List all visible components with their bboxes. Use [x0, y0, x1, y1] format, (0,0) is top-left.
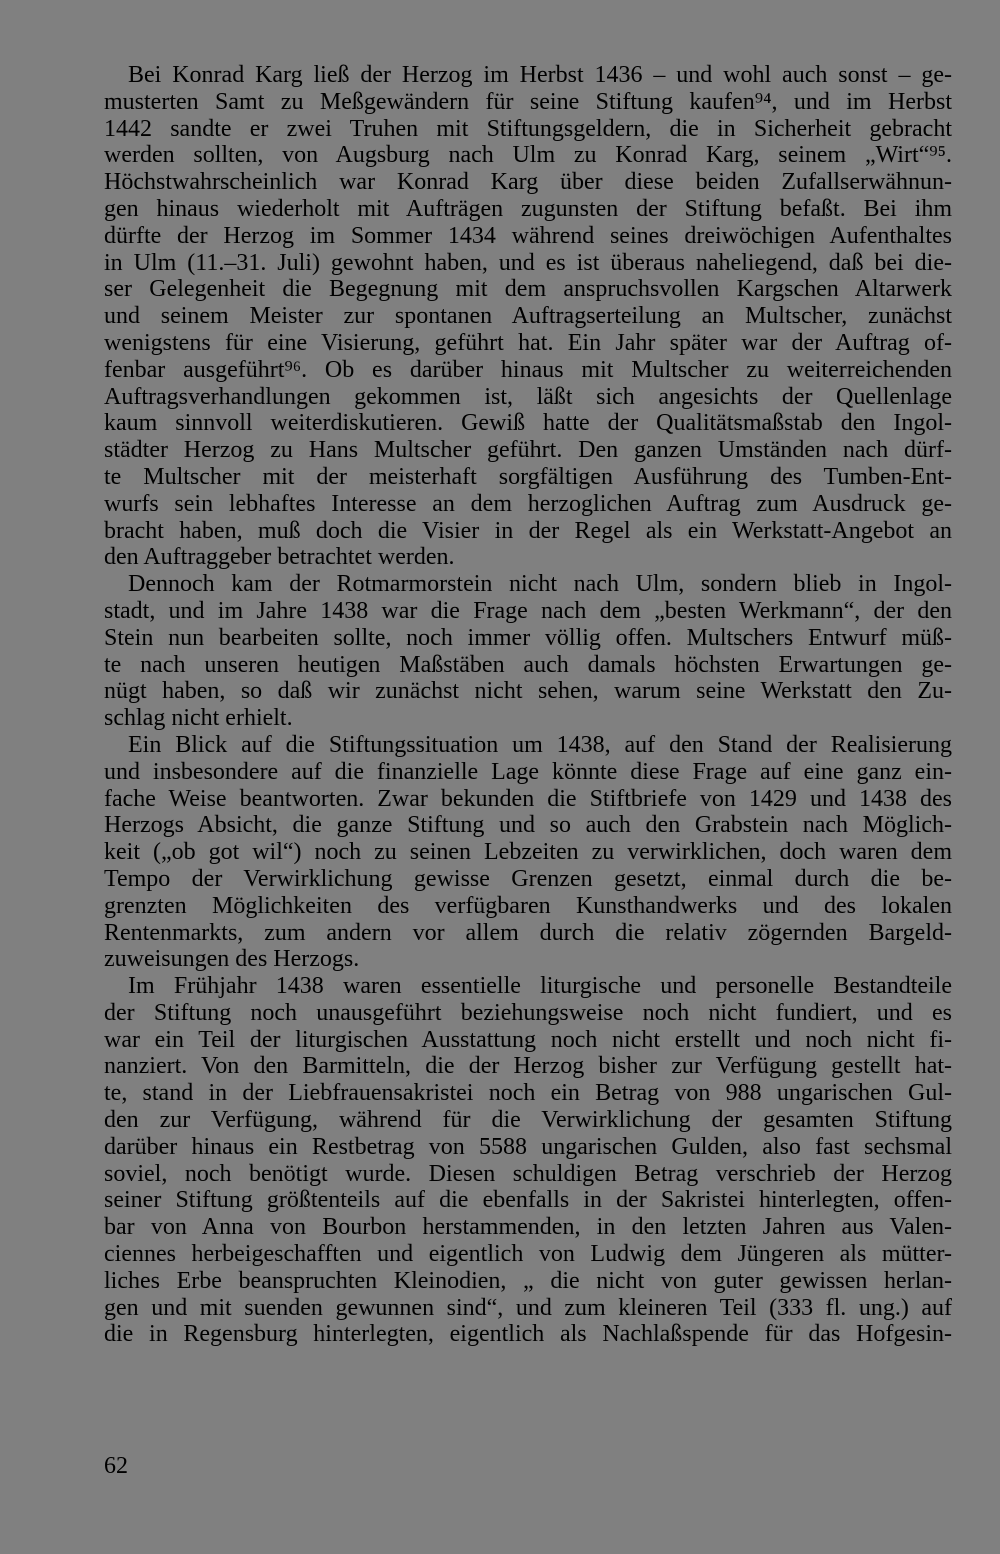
- text-line: stadt, und im Jahre 1438 war die Frage nach dem „besten Werkmann“, der den: [104, 597, 952, 624]
- text-line: te, stand in der Liebfrauensakristei noch ein Betrag von 988 ungarischen Gul-: [104, 1080, 952, 1107]
- text-line: te nach unseren heutigen Maßstäben auch damals höchsten Erwartungen ge-: [104, 651, 952, 678]
- text-line: te Multscher mit der meisterhaft sorgfältigen Ausführung des Tumben-Ent-: [104, 463, 952, 490]
- text-line: bar von Anna von Bourbon herstammenden, in den letzten Jahren aus Valen-: [104, 1214, 952, 1241]
- text-line: seiner Stiftung größtenteils auf die ebenfalls in der Sakristei hinterlegten, offen-: [104, 1187, 952, 1214]
- body-text: [104, 62, 952, 1348]
- text-line: fenbar ausgeführt⁹⁶. Ob es darüber hinaus mit Multscher zu weiterreichenden: [104, 356, 952, 383]
- text-line: den Auftraggeber betrachtet werden.: [104, 544, 455, 571]
- page-number: 62: [104, 1453, 128, 1479]
- text-line: städter Herzog zu Hans Multscher geführt. Den ganzen Umständen nach dürf-: [104, 437, 952, 464]
- text-line: soviel, noch benötigt wurde. Diesen schuldigen Betrag verschrieb der Herzog: [104, 1160, 952, 1187]
- text-line: und seinem Meister zur spontanen Auftragserteilung an Multscher, zunächst: [104, 303, 952, 330]
- text-line: ciennes herbeigeschafften und eigentlich von Ludwig dem Jüngeren als mütter-: [104, 1241, 952, 1268]
- text-line: ser Gelegenheit die Begegnung mit dem anspruchsvollen Kargschen Altarwerk: [104, 276, 952, 303]
- text-line: schlag nicht erhielt.: [104, 705, 293, 732]
- text-line: Dennoch kam der Rotmarmorstein nicht nach Ulm, sondern blieb in Ingol-: [128, 571, 952, 598]
- text-line: Stein nun bearbeiten sollte, noch immer völlig offen. Multschers Entwurf müß-: [104, 624, 952, 651]
- text-line: wurfs sein lebhaftes Interesse an dem herzoglichen Auftrag zum Ausdruck ge-: [104, 490, 952, 517]
- text-line: keit („ob got wil“) noch zu seinen Lebzeiten zu verwirklichen, doch waren dem: [104, 839, 952, 866]
- text-line: gen und mit suenden gewunnen sind“, und zum kleineren Teil (333 fl. ung.) auf: [104, 1294, 952, 1321]
- text-line: in Ulm (11.–31. Juli) gewohnt haben, und es ist überaus naheliegend, daß bei die-: [104, 249, 952, 276]
- text-line: Auftragsverhandlungen gekommen ist, läßt sich angesichts der Quellenlage: [104, 383, 952, 410]
- text-line: und insbesondere auf die finanzielle Lage könnte diese Frage auf eine ganz ein-: [104, 758, 952, 785]
- text-line: Im Frühjahr 1438 waren essentielle liturgische und personelle Bestandteile: [128, 973, 952, 1000]
- text-line: darüber hinaus ein Restbetrag von 5588 ungarischen Gulden, also fast sechsmal: [104, 1133, 952, 1160]
- text-line: 1442 sandte er zwei Truhen mit Stiftungsgeldern, die in Sicherheit gebracht: [104, 115, 952, 142]
- text-line: Herzogs Absicht, die ganze Stiftung und so auch den Grabstein nach Möglich-: [104, 812, 952, 839]
- text-line: musterten Samt zu Meßgewändern für seine Stiftung kaufen⁹⁴, und im Herbst: [104, 88, 952, 115]
- text-line: dürfte der Herzog im Sommer 1434 während seines dreiwöchigen Aufenthaltes: [104, 222, 952, 249]
- text-line: den zur Verfügung, während für die Verwirklichung der gesamten Stiftung: [104, 1107, 952, 1134]
- text-line: der Stiftung noch unausgeführt beziehungsweise noch nicht fundiert, und es: [104, 999, 952, 1026]
- text-line: gen hinaus wiederholt mit Aufträgen zugunsten der Stiftung befaßt. Bei ihm: [104, 195, 952, 222]
- text-line: Höchstwahrscheinlich war Konrad Karg über diese beiden Zufallserwähnun-: [104, 169, 952, 196]
- text-line: Ein Blick auf die Stiftungssituation um 1438, auf den Stand der Realisierung: [128, 731, 952, 758]
- text-line: bracht haben, muß doch die Visier in der Regel als ein Werkstatt-Angebot an: [104, 517, 952, 544]
- text-line: die in Regensburg hinterlegten, eigentlich als Nachlaßspende für das Hofgesin-: [104, 1321, 952, 1348]
- text-line: war ein Teil der liturgischen Ausstattung noch nicht erstellt und noch nicht fi-: [104, 1026, 952, 1053]
- text-line: kaum sinnvoll weiterdiskutieren. Gewiß hatte der Qualitätsmaßstab den Ingol-: [104, 410, 952, 437]
- text-line: nanziert. Von den Barmitteln, die der Herzog bisher zur Verfügung gestellt hat-: [104, 1053, 952, 1080]
- text-line: fache Weise beantworten. Zwar bekunden die Stiftbriefe von 1429 und 1438 des: [104, 785, 952, 812]
- text-line: liches Erbe beanspruchten Kleinodien, „ die nicht von guter gewissen herlan-: [104, 1267, 952, 1294]
- text-line: zuweisungen des Herzogs.: [104, 946, 360, 973]
- text-line: Rentenmarkts, zum andern vor allem durch die relativ zögernden Bargeld-: [104, 919, 952, 946]
- text-line: wenigstens für eine Visierung, geführt hat. Ein Jahr später war der Auftrag of-: [104, 329, 952, 356]
- text-line: Tempo der Verwirklichung gewisse Grenzen gesetzt, einmal durch die be-: [104, 865, 952, 892]
- text-line: nügt haben, so daß wir zunächst nicht sehen, warum seine Werkstatt den Zu-: [104, 678, 952, 705]
- text-line: grenzten Möglichkeiten des verfügbaren Kunsthandwerks und des lokalen: [104, 892, 952, 919]
- text-line: Bei Konrad Karg ließ der Herzog im Herbst 1436 – und wohl auch sonst – ge-: [128, 62, 952, 88]
- text-line: werden sollten, von Augsburg nach Ulm zu Konrad Karg, seinem „Wirt“⁹⁵.: [104, 142, 952, 169]
